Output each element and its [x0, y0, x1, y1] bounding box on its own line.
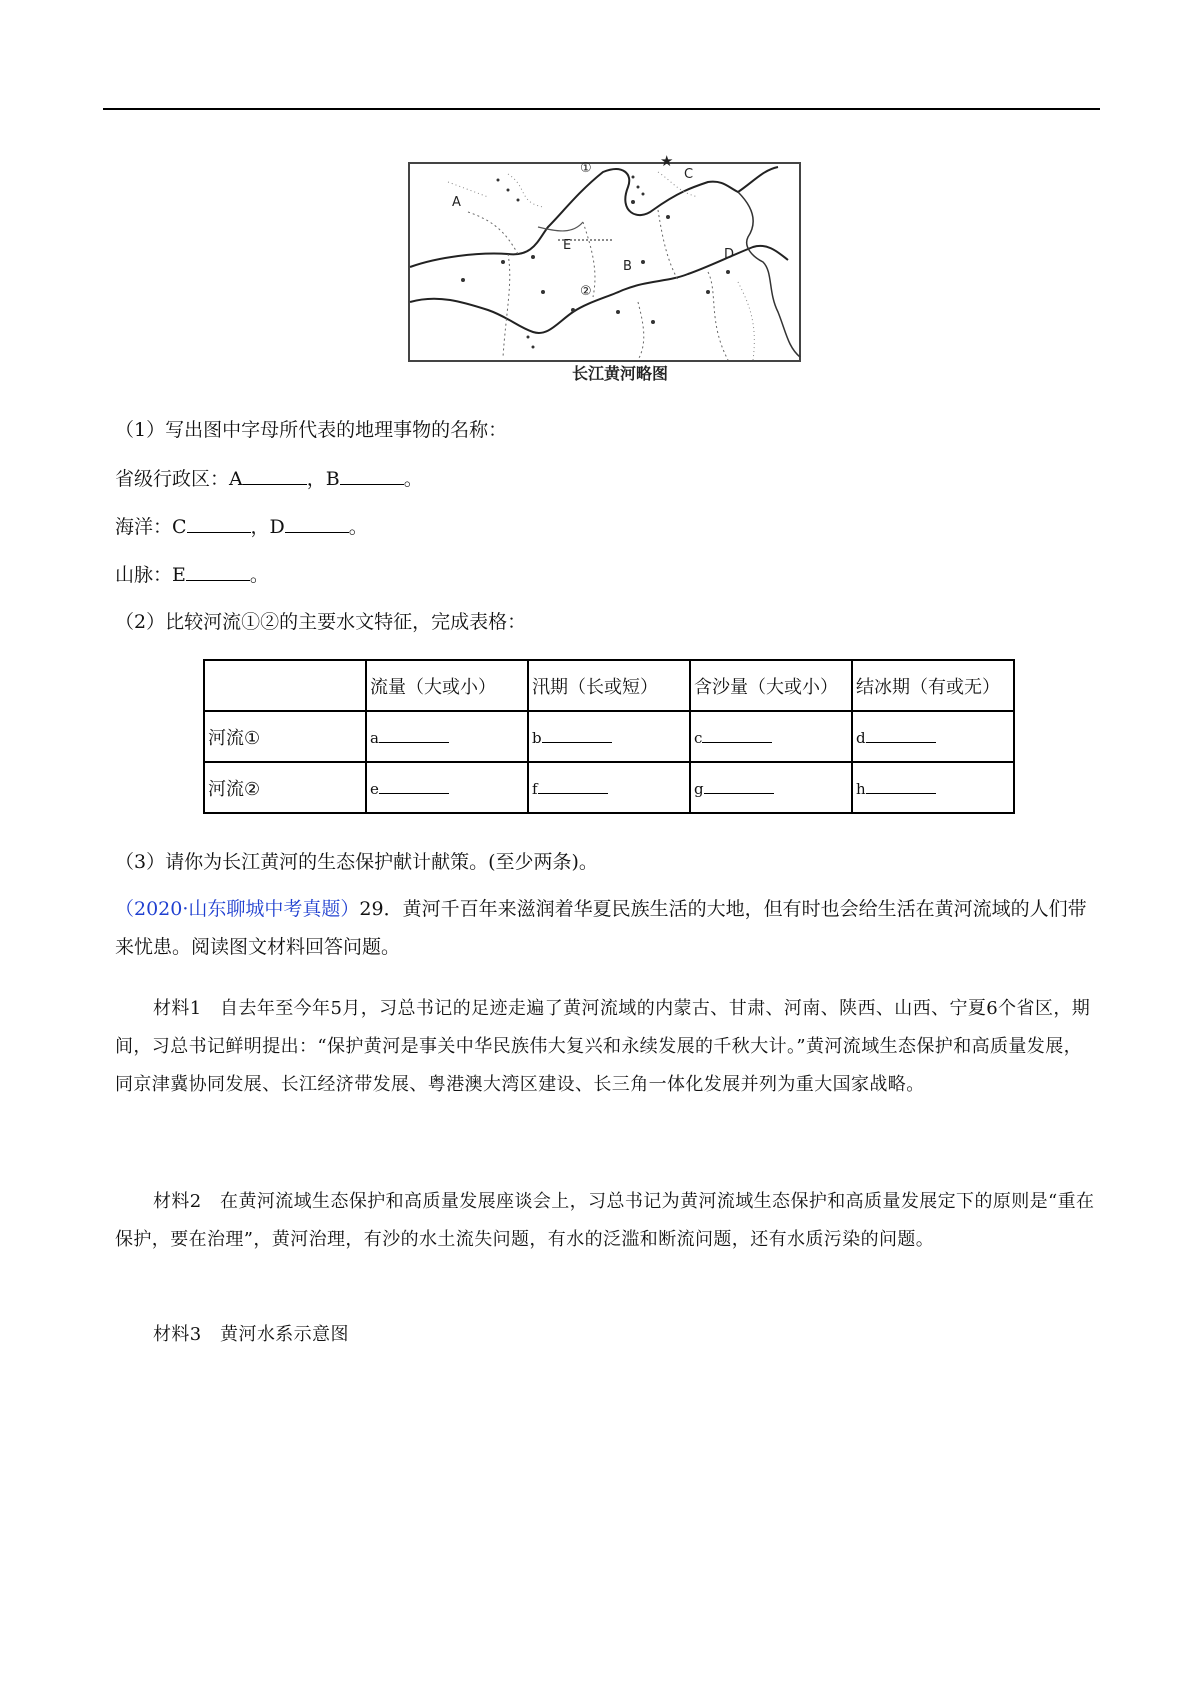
q1-line-mountains — [115, 562, 269, 587]
cell-letter: c — [694, 728, 703, 747]
table-row — [204, 762, 1014, 813]
table-header-cell: 结冰期（有或无） — [852, 660, 1014, 711]
q1-provinces-end: 。 — [403, 468, 423, 490]
answer-blank-E[interactable] — [186, 562, 250, 581]
capital-star-icon: ★ — [660, 152, 674, 170]
q29-text: 29．黄河千百年来滋润着华夏民族生活的大地，但有时也会给生活在黄河流域的人们带来忧患。阅读图文材料回答问题。 — [115, 898, 1087, 958]
q1-provinces-prefix: 省级行政区：A — [115, 468, 243, 490]
answer-blank[interactable] — [704, 777, 774, 794]
answer-blank[interactable] — [702, 726, 772, 743]
cell-letter: d — [856, 728, 866, 747]
cell-letter: a — [370, 728, 379, 747]
map-label-B: B — [623, 259, 632, 274]
answer-blank-B[interactable] — [340, 466, 404, 485]
q1-mountains-end: 。 — [249, 564, 269, 586]
cell-letter: b — [532, 728, 542, 747]
answer-blank[interactable] — [542, 726, 612, 743]
map-label-E: E — [563, 238, 572, 253]
answer-blank-D[interactable] — [285, 514, 349, 533]
map-label-D: D — [724, 247, 735, 262]
q1-provinces-mid: ，B — [306, 468, 340, 490]
table-header-row — [204, 660, 1014, 711]
table-header-cell: 汛期（长或短） — [528, 660, 690, 711]
q1-seas-mid: ，D — [250, 516, 285, 538]
table-answer-cell[interactable] — [690, 711, 852, 762]
material-3: 材料3 黄河水系示意图 — [153, 1324, 349, 1345]
answer-blank[interactable] — [866, 726, 936, 743]
cell-letter: f — [532, 779, 538, 798]
answer-blank[interactable] — [379, 777, 449, 794]
table-answer-cell[interactable] — [528, 762, 690, 813]
answer-blank-C[interactable] — [187, 514, 251, 533]
table-answer-cell[interactable] — [366, 711, 528, 762]
table-header-cell: 含沙量（大或小） — [690, 660, 852, 711]
table-answer-cell[interactable] — [366, 762, 528, 813]
hydrology-table — [203, 659, 1015, 814]
answer-blank[interactable] — [538, 777, 608, 794]
header-rule — [103, 108, 1100, 110]
map-label-river1: ① — [580, 161, 592, 176]
table-header-cell: 流量（大或小） — [366, 660, 528, 711]
answer-blank[interactable] — [866, 777, 936, 794]
q3-prompt: （3）请你为长江黄河的生态保护献计献策。(至少两条)。 — [115, 851, 598, 873]
map-label-C: C — [684, 167, 694, 182]
row-label-river2: 河流② — [204, 762, 366, 813]
table-answer-cell[interactable] — [690, 762, 852, 813]
q1-seas-prefix: 海洋：C — [115, 516, 187, 538]
material-2: 材料2 在黄河流域生态保护和高质量发展座谈会上，习总书记为黄河流域生态保护和高质量发展定下的原则是“重在保护，要在治理”，黄河治理，有沙的水土流失问题，有水的泛滥和断流问题，还有水质污染的问题。 — [115, 1191, 1095, 1250]
table-row — [204, 711, 1014, 762]
q1-seas-end: 。 — [348, 516, 368, 538]
q1-line-provinces — [115, 466, 423, 491]
table-answer-cell[interactable] — [528, 711, 690, 762]
q1-mountains-prefix: 山脉：E — [115, 564, 186, 586]
question-source: （2020·山东聊城中考真题） — [115, 898, 360, 920]
map-label-A: A — [452, 195, 461, 210]
cell-letter: g — [694, 779, 704, 798]
yangtze-yellow-river-map — [408, 152, 801, 362]
row-label-river1: 河流① — [204, 711, 366, 762]
q2-prompt: （2）比较河流①②的主要水文特征，完成表格： — [115, 611, 527, 633]
material-1: 材料1 自去年至今年5月，习总书记的足迹走遍了黄河流域的内蒙古、甘肃、河南、陕西、山西、宁夏6个省区，期间，习总书记鲜明提出：“保护黄河是事关中华民族伟大复兴和永续发展的千秋大计。”黄河流域生态保护和高质量发展，同京津冀协同发展、长江经济带发展、粤港澳大湾区建设、长三角一体化发展并列为重大国家战略。 — [115, 998, 1091, 1095]
q1-line-seas — [115, 514, 368, 539]
q1-prompt: （1）写出图中字母所代表的地理事物的名称： — [115, 419, 508, 441]
map-label-river2: ② — [580, 284, 592, 299]
table-answer-cell[interactable] — [852, 762, 1014, 813]
table-header-cell — [204, 660, 366, 711]
map-caption: 长江黄河略图 — [571, 364, 668, 383]
q29-stem — [115, 890, 1100, 966]
answer-blank-A[interactable] — [243, 466, 307, 485]
cell-letter: e — [370, 779, 379, 798]
table-answer-cell[interactable] — [852, 711, 1014, 762]
cell-letter: h — [856, 779, 866, 798]
answer-blank[interactable] — [379, 726, 449, 743]
